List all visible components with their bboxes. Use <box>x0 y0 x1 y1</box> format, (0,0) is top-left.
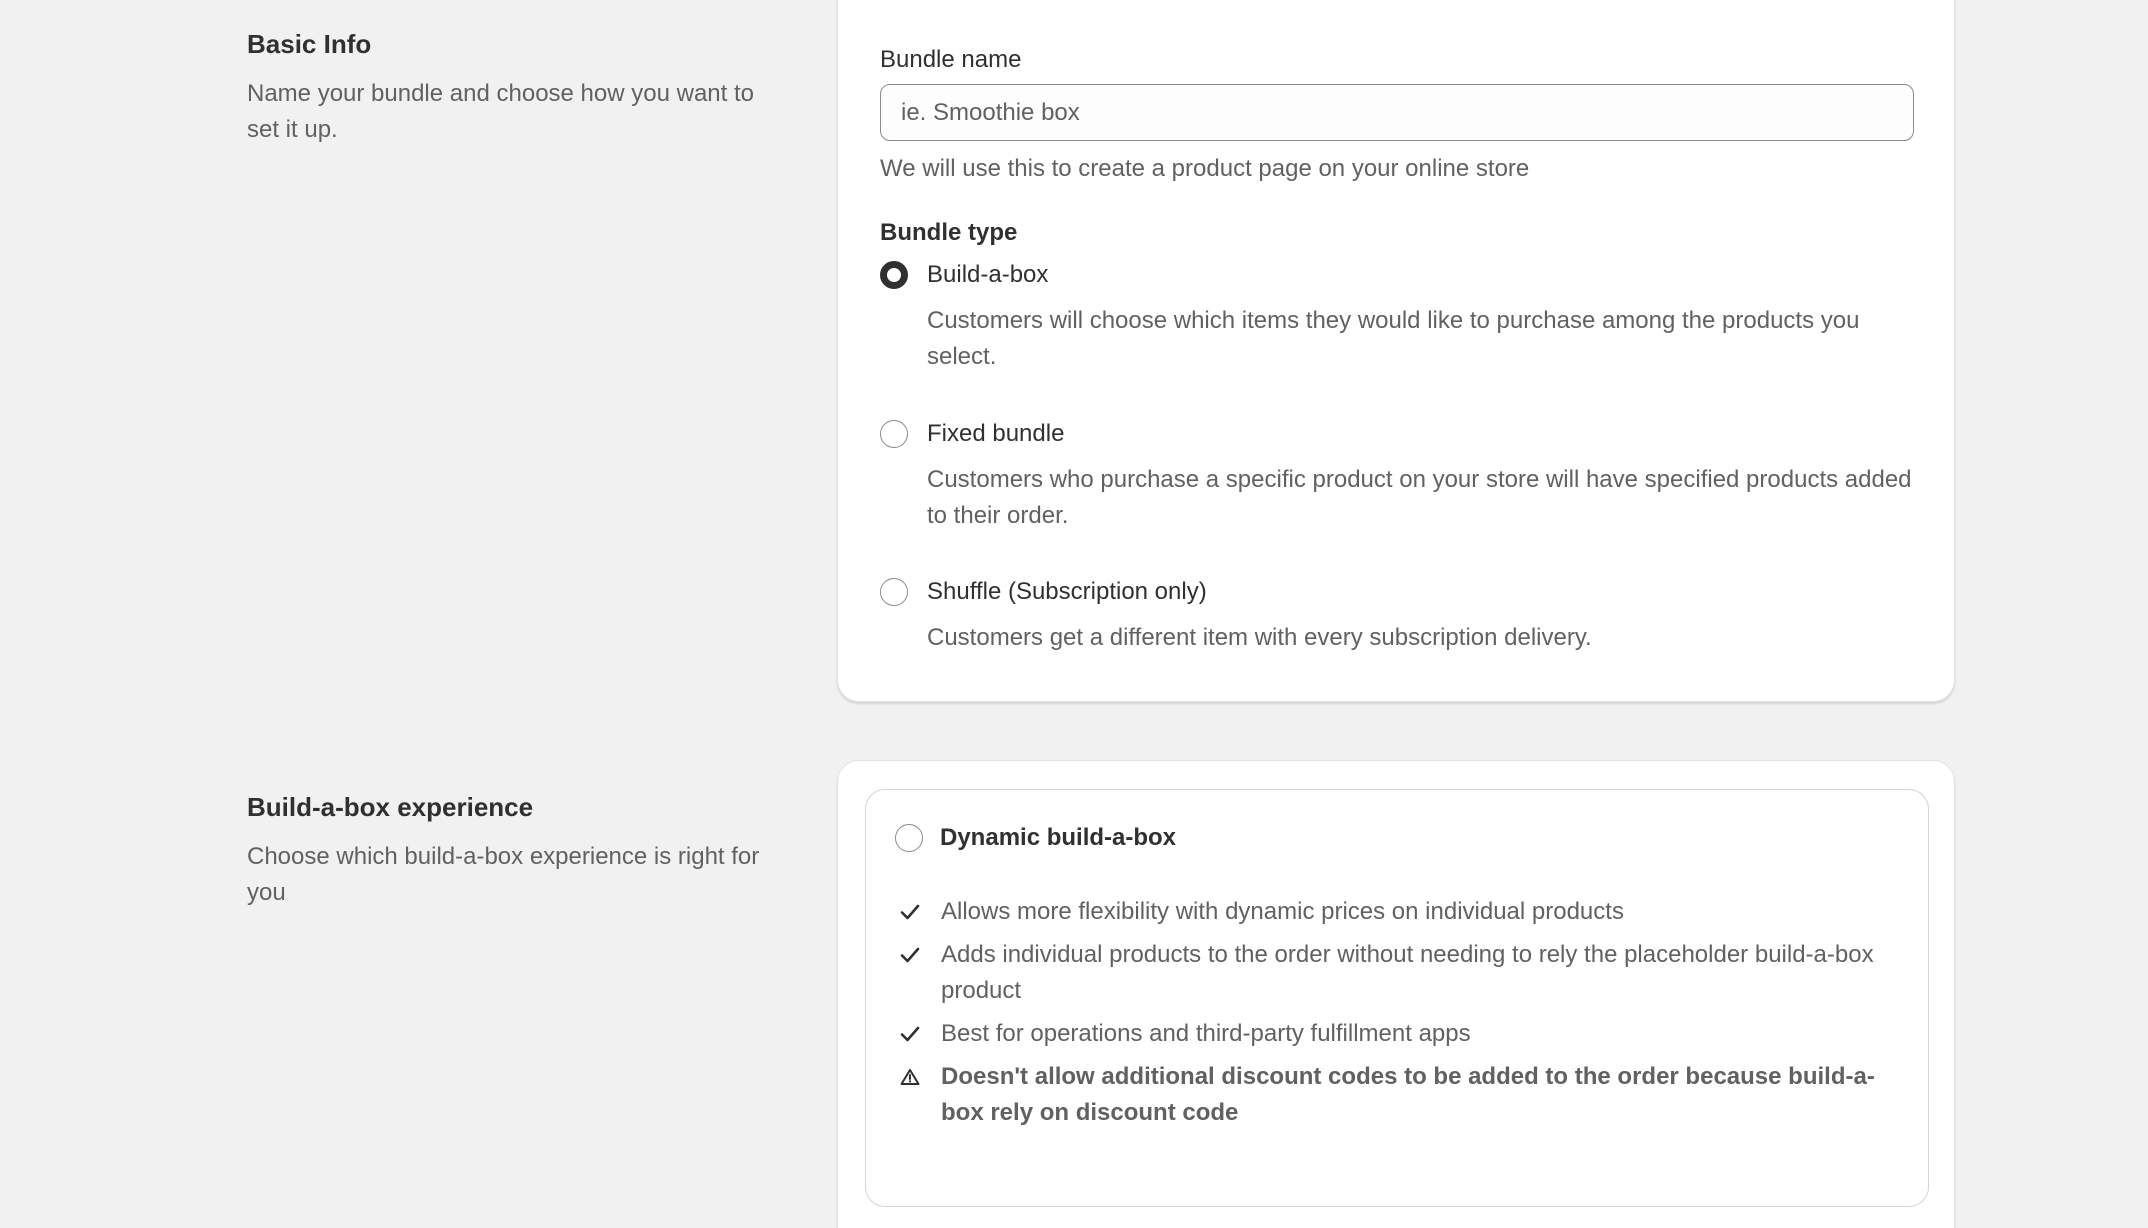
basic-info-description <box>247 26 787 148</box>
bundle-type-label: Bundle type <box>880 219 1018 246</box>
bundle-type-option-shuffle[interactable] <box>880 572 1920 656</box>
feature-text: Doesn't allow additional discount codes to be added to the order because build-a-box rely on discount code <box>941 1063 1875 1126</box>
checkmark-icon <box>894 937 941 973</box>
fixed-bundle-radio[interactable] <box>880 420 908 448</box>
bundle-name-label: Bundle name <box>880 46 1022 73</box>
checkmark-icon <box>894 1016 941 1052</box>
feature-text: Adds individual products to the order without needing to rely the placeholder build-a-box product <box>941 941 1874 1004</box>
option-header[interactable] <box>895 824 1176 852</box>
section-subtitle-basic-info: Name your bundle and choose how you want to set it up. <box>247 80 754 143</box>
feature-text: Best for operations and third-party fulfillment apps <box>941 1020 1471 1047</box>
list-item <box>894 894 1904 930</box>
basic-info-card <box>837 0 1955 702</box>
list-item <box>894 937 1904 1009</box>
dynamic-build-a-box-radio[interactable] <box>895 824 923 852</box>
shuffle-radio[interactable] <box>880 578 908 606</box>
build-a-box-radio[interactable] <box>880 261 908 289</box>
bundle-name-help: We will use this to create a product page on your online store <box>880 155 1530 182</box>
option-title: Dynamic build-a-box <box>940 824 1177 851</box>
radio-label: Build-a-box <box>927 261 1049 288</box>
section-title-experience: Build-a-box experience <box>247 792 534 822</box>
experience-card <box>837 760 1955 1228</box>
radio-help-text: Customers will choose which items they would like to purchase among the products you select. <box>927 307 1860 370</box>
warning-icon <box>894 1059 941 1095</box>
radio-help-text: Customers who purchase a specific product on your store will have specified products added to their order. <box>927 466 1912 529</box>
list-item <box>894 1016 1904 1052</box>
list-item <box>894 1059 1904 1131</box>
section-subtitle-experience: Choose which build-a-box experience is right for you <box>247 843 760 906</box>
section-title-basic-info: Basic Info <box>247 29 372 59</box>
bundle-type-option-fixed-bundle[interactable] <box>880 414 1920 534</box>
bundle-type-option-build-a-box[interactable] <box>880 255 1920 375</box>
radio-help-text: Customers get a different item with every subscription delivery. <box>927 624 1592 651</box>
checkmark-icon <box>894 894 941 930</box>
experience-description <box>247 789 787 911</box>
radio-label: Shuffle (Subscription only) <box>927 578 1207 605</box>
radio-label: Fixed bundle <box>927 420 1065 447</box>
feature-text: Allows more flexibility with dynamic prices on individual products <box>941 898 1624 925</box>
feature-list <box>894 894 1904 1138</box>
bundle-name-input[interactable] <box>880 84 1914 141</box>
dynamic-build-a-box-option[interactable] <box>865 789 1929 1207</box>
